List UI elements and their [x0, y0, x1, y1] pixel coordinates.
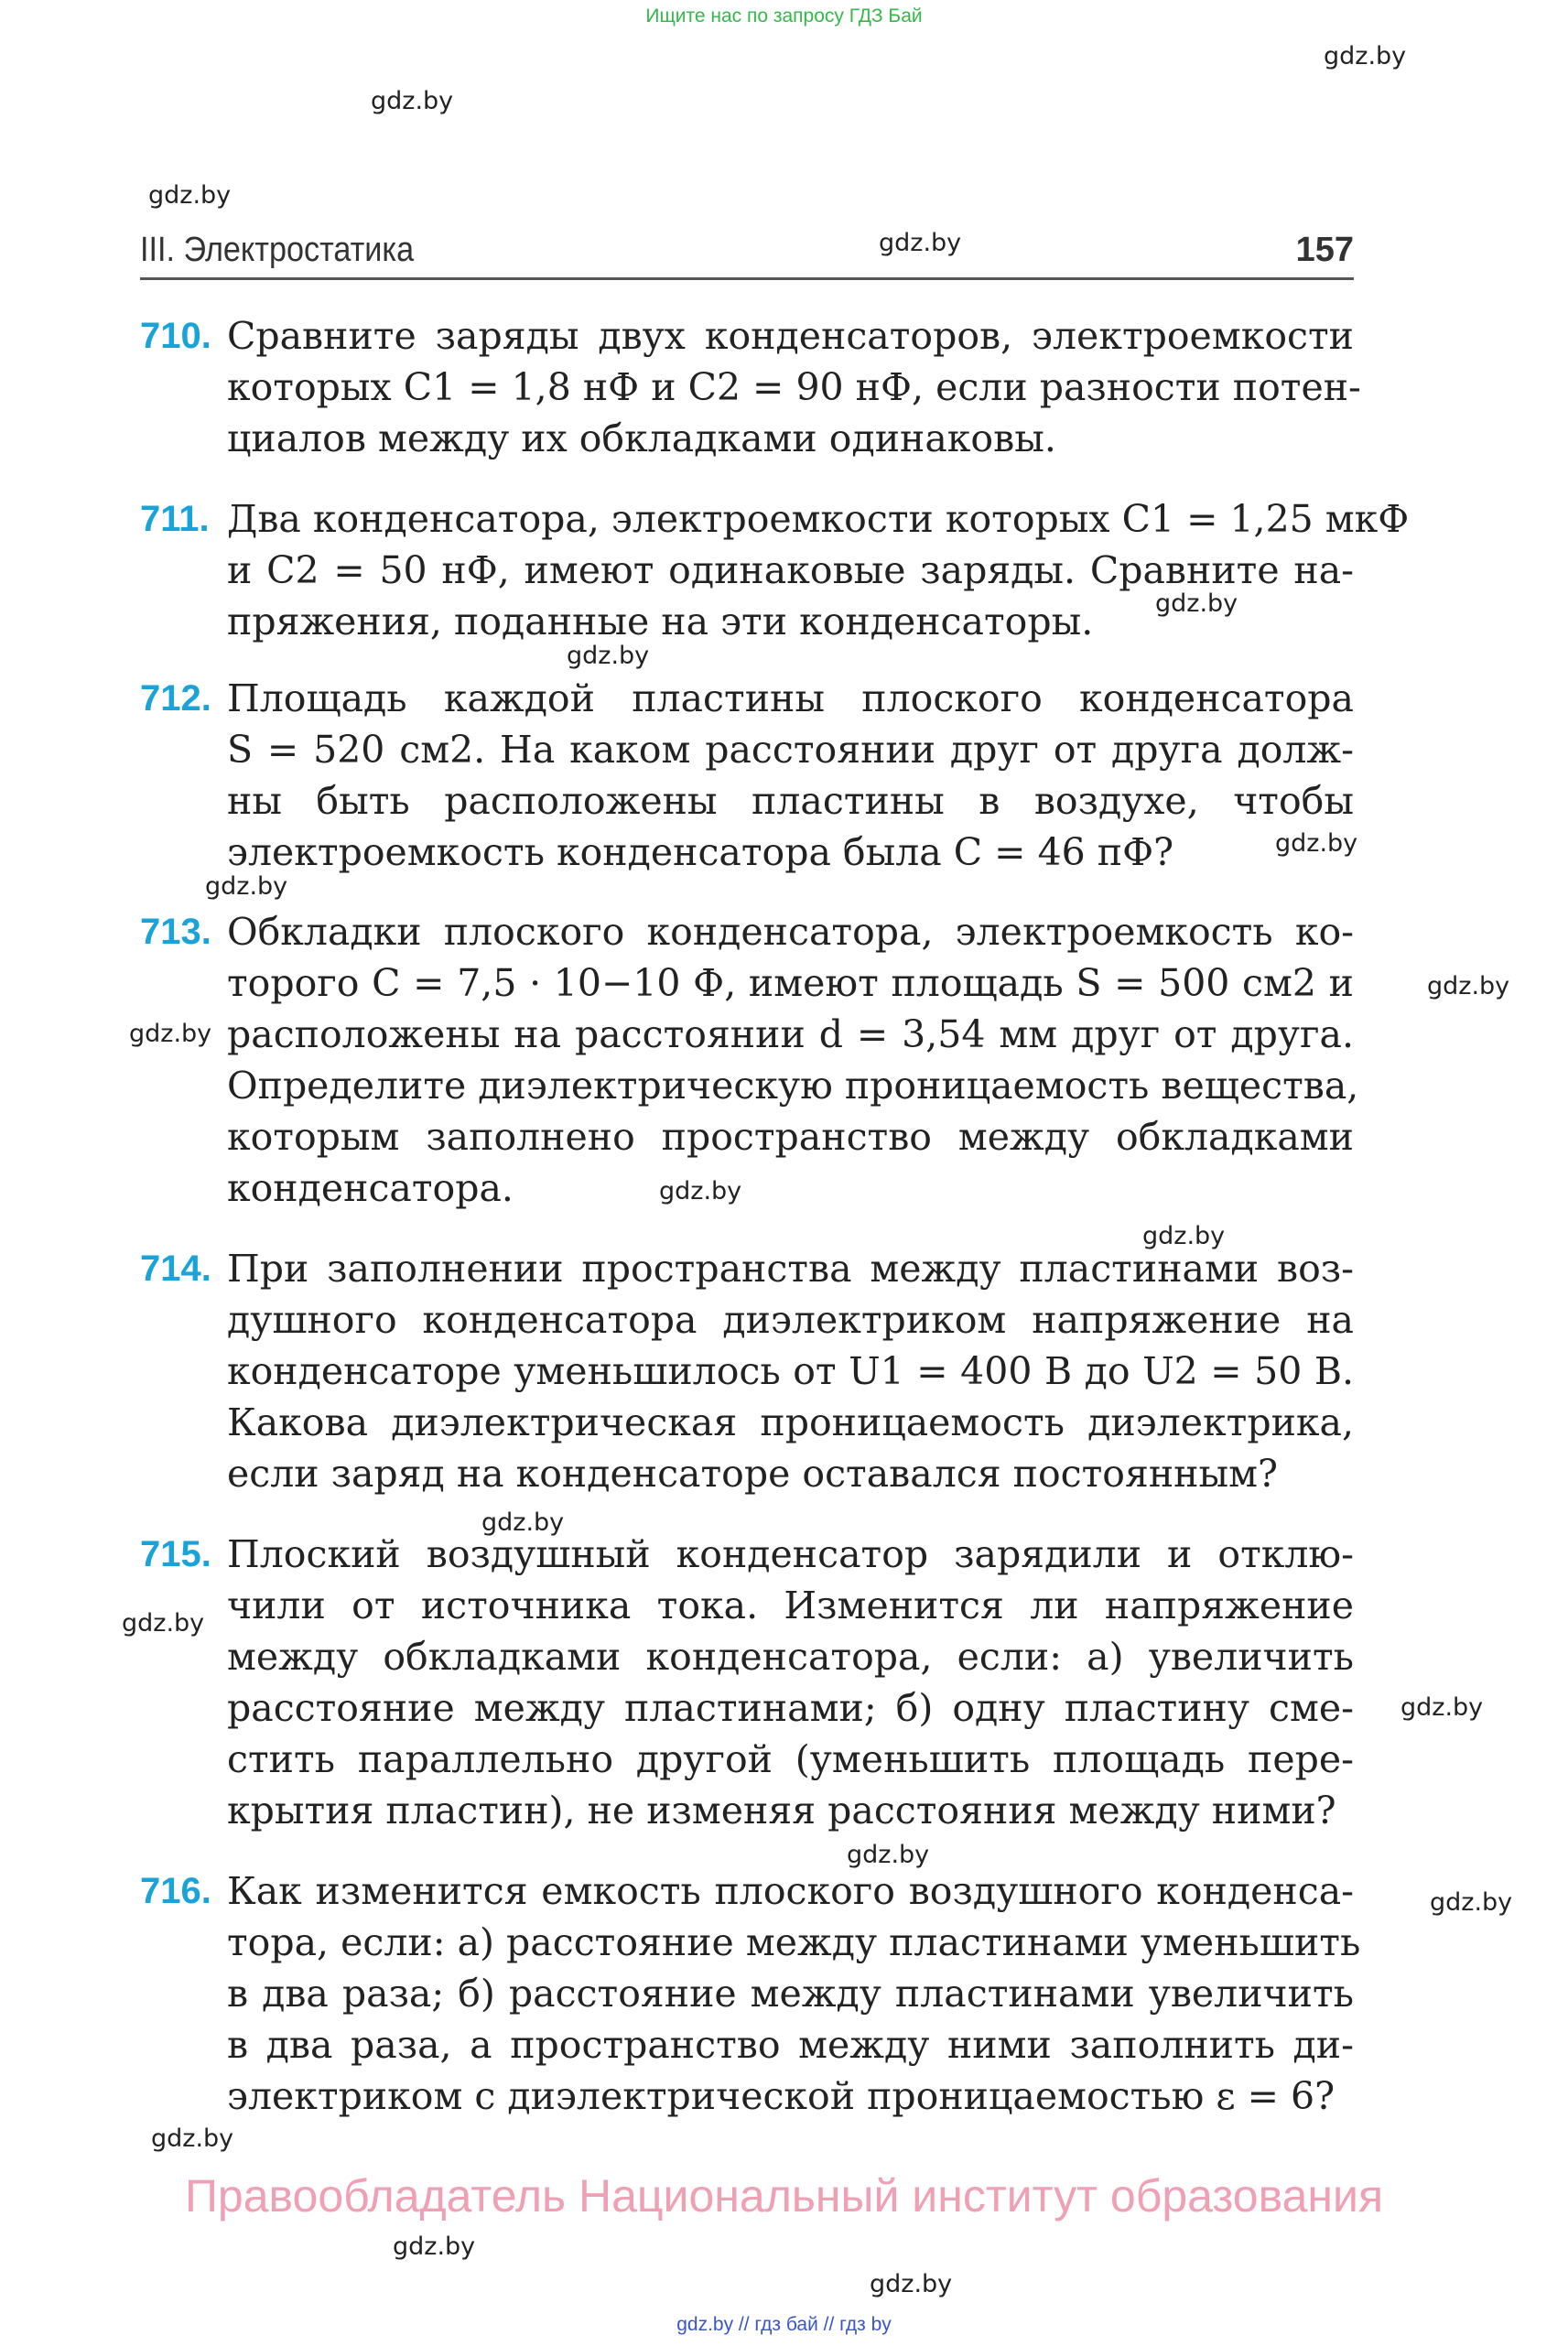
watermark: gdz.by: [481, 1508, 565, 1537]
watermark: gdz.by: [1430, 1888, 1513, 1917]
problem-text: [227, 310, 1361, 464]
watermark: gdz.by: [1142, 1222, 1226, 1250]
problem-716: [140, 1865, 1361, 2122]
text-line: между обкладками конденсатора, если: а) увеличить: [227, 1635, 1354, 1679]
text-line: если заряд на конденсаторе оставался постоянным?: [227, 1452, 1278, 1496]
text-line: конденсатора.: [227, 1166, 514, 1210]
problem-number: 710.: [140, 316, 211, 356]
text-line: Площадь каждой пластины плоского конденсатора: [227, 676, 1354, 720]
problem-text: [227, 1243, 1354, 1499]
problem-number: 713.: [140, 912, 211, 952]
watermark: gdz.by: [205, 872, 288, 901]
watermark: gdz.by: [371, 87, 454, 115]
text-line: электриком с диэлектрической проницаемостью ε = 6?: [227, 2074, 1336, 2118]
problem-text: [227, 1865, 1361, 2122]
text-line: в два раза; б) расстояние между пластинами увеличить: [227, 1972, 1354, 2016]
footer-links[interactable]: gdz.by // гдз бай // гдз by: [676, 2314, 892, 2335]
copyright-notice: Правообладатель Национальный институт образования: [184, 2170, 1384, 2222]
problem-714: [140, 1243, 1354, 1499]
watermark: gdz.by: [1400, 1693, 1484, 1722]
page-header: [140, 222, 1354, 280]
text-line: расстояние между пластинами; б) одну пластину сме-: [227, 1686, 1354, 1730]
text-line: S = 520 см2. На каком расстоянии друг от друга долж-: [227, 728, 1354, 772]
text-line: Определите диэлектрическую проницаемость вещества,: [227, 1064, 1359, 1108]
problem-number: 711.: [140, 499, 210, 539]
watermark: gdz.by: [122, 1609, 205, 1638]
problem-text: [227, 1529, 1354, 1836]
problem-number: 714.: [140, 1249, 211, 1289]
text-line: Плоский воздушный конденсатор зарядили и отклю-: [227, 1532, 1354, 1576]
problem-715: [140, 1529, 1354, 1836]
text-line: Как изменится емкость плоского воздушного конденса-: [227, 1869, 1354, 1913]
watermark: gdz.by: [1275, 829, 1358, 858]
text-line: которых C1 = 1,8 нФ и C2 = 90 нФ, если разности потен-: [227, 365, 1361, 409]
watermark: gdz.by: [659, 1177, 742, 1205]
top-banner[interactable]: Ищите нас по запросу ГДЗ Бай: [645, 5, 923, 27]
section-title: III. Электростатика: [140, 231, 415, 269]
problem-number: 716.: [140, 1871, 211, 1911]
problem-number: 715.: [140, 1534, 211, 1574]
text-line: чили от источника тока. Изменится ли напряжение: [227, 1584, 1354, 1627]
text-line: в два раза, а пространство между ними заполнить ди-: [227, 2023, 1354, 2067]
text-line: и C2 = 50 нФ, имеют одинаковые заряды. Сравните на-: [227, 548, 1354, 592]
watermark: gdz.by: [1427, 972, 1510, 1000]
watermark: gdz.by: [148, 181, 232, 210]
watermark: gdz.by: [1324, 42, 1407, 70]
text-line: Обкладки плоского конденсатора, электроемкость ко-: [227, 910, 1354, 954]
watermark: gdz.by: [151, 2124, 234, 2153]
text-line: тора, если: а) расстояние между пластинами уменьшить: [227, 1920, 1361, 1964]
problem-710: [140, 310, 1361, 464]
text-line: Два конденсатора, электроемкости которых C1 = 1,25 мкФ: [227, 497, 1410, 541]
watermark: gdz.by: [567, 642, 650, 670]
watermark: gdz.by: [393, 2232, 476, 2261]
problem-text: [227, 906, 1359, 1214]
text-line: торого C = 7,5 · 10−10 Ф, имеют площадь S = 500 см2 и: [227, 961, 1354, 1005]
text-line: конденсаторе уменьшилось от U1 = 400 В до U2 = 50 В.: [227, 1349, 1354, 1393]
text-line: циалов между их обкладками одинаковы.: [227, 416, 1056, 460]
text-line: Сравните заряды двух конденсаторов, электроемкости: [227, 314, 1354, 358]
text-line: электроемкость конденсатора была C = 46 пФ?: [227, 830, 1174, 874]
problem-713: [140, 906, 1359, 1214]
text-line: которым заполнено пространство между обкладками: [227, 1115, 1354, 1159]
text-line: При заполнении пространства между пластинами воз-: [227, 1247, 1354, 1291]
problem-text: [227, 493, 1410, 647]
watermark: gdz.by: [870, 2270, 953, 2298]
text-line: Какова диэлектрическая проницаемость диэлектрика,: [227, 1400, 1354, 1444]
text-line: ны быть расположены пластины в воздухе, чтобы: [227, 779, 1354, 823]
watermark: gdz.by: [129, 1020, 212, 1048]
problem-712: [140, 673, 1354, 878]
problem-number: 712.: [140, 678, 211, 719]
text-line: пряжения, поданные на эти конденсаторы.: [227, 600, 1094, 643]
problem-711: [140, 493, 1410, 647]
page-number: 157: [1295, 231, 1354, 269]
watermark: gdz.by: [879, 229, 962, 257]
text-line: душного конденсатора диэлектриком напряжение на: [227, 1298, 1354, 1342]
watermark: gdz.by: [1155, 589, 1238, 618]
text-line: расположены на расстоянии d = 3,54 мм друг от друга.: [227, 1012, 1354, 1056]
watermark: gdz.by: [847, 1841, 930, 1869]
problem-text: [227, 673, 1354, 878]
text-line: стить параллельно другой (уменьшить площадь пере-: [227, 1737, 1354, 1781]
text-line: крытия пластин), не изменяя расстояния между ними?: [227, 1789, 1336, 1832]
